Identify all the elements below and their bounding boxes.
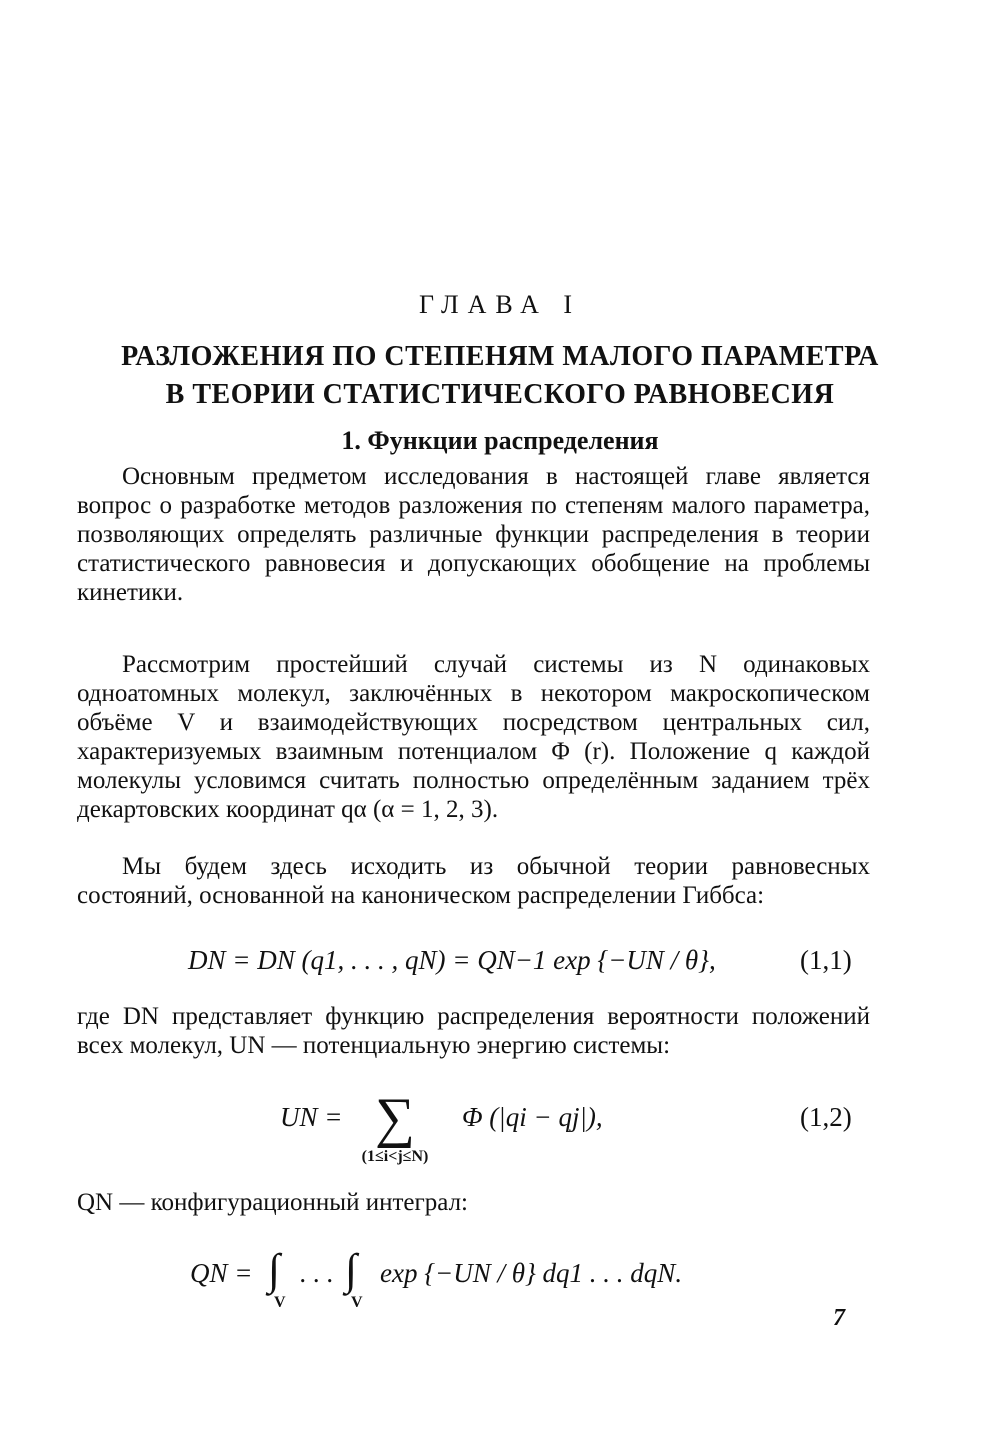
paragraph-system: Рассмотрим простейший случай системы из N одинаковых одноатомных молекул, заключённых в некотором макроскопическом объёме V и взаимодействующих посредством центральных сил, характеризуемых взаимным потенциалом Φ (r). Положение q каждой молекулы условимся считать полностью определённым заданием трёх декартовских координат qα (α = 1, 2, 3). [77,651,870,823]
paragraph-gibbs: Мы будем здесь исходить из обычной теории равновесных состояний, основанной на каноническом распределении Гиббса: [77,853,870,909]
equation-1-1 [0,945,1000,985]
chapter-title-line-1: РАЗЛОЖЕНИЯ ПО СТЕПЕНЯМ МАЛОГО ПАРАМЕТРА [121,341,879,372]
integral-icon-2: ∫ V [345,1245,363,1311]
sum-operator [340,1087,450,1166]
paragraph-qn: QN — конфигурационный интеграл: [77,1189,469,1216]
integral-domain-2: V [351,1294,363,1311]
sum-index: (1≤i<j≤N) [361,1148,429,1165]
chapter-label: ГЛАВА I [418,290,582,319]
equation-1-2-lhs: UN = [280,1102,343,1132]
integral-domain-1: V [274,1294,286,1311]
integral-icon: ∫ V [268,1245,286,1311]
equation-1-2 [0,1087,1000,1170]
equation-config-integral [0,1245,1000,1320]
page-number: 7 [833,1305,845,1331]
equation-3-rest: exp {−UN / θ} dq1 . . . dqN. [380,1258,683,1288]
equation-1-1-number: (1,1) [800,945,852,975]
equation-1-2-rhs: Φ (|qi − qj|), [462,1102,603,1132]
equation-3-dots: . . . [300,1258,334,1288]
paragraph-dn: где DN представляет функцию распределения вероятности положений всех молекул, UN — потенциальную энергию системы: [77,1003,870,1059]
equation-1-2-number: (1,2) [800,1102,852,1132]
chapter-title [60,338,940,414]
equation-3-lhs: QN = [190,1258,253,1288]
paragraph-intro: Основным предметом исследования в настоящей главе является вопрос о разработке методов разложения по степеням малого параметра, позволяющих определять различные функции распределения в теории статистического равновесия и допускающих обобщение на проблемы кинетики. [77,463,870,606]
chapter-title-line-2: В ТЕОРИИ СТАТИСТИЧЕСКОГО РАВНОВЕСИЯ [165,379,835,410]
section-title: 1. Функции распределения [341,426,659,455]
sigma-icon: ∑ [375,1087,415,1149]
equation-1-1-formula: DN = DN (q1, . . . , qN) = QN−1 exp {−UN / θ}, [188,945,716,975]
